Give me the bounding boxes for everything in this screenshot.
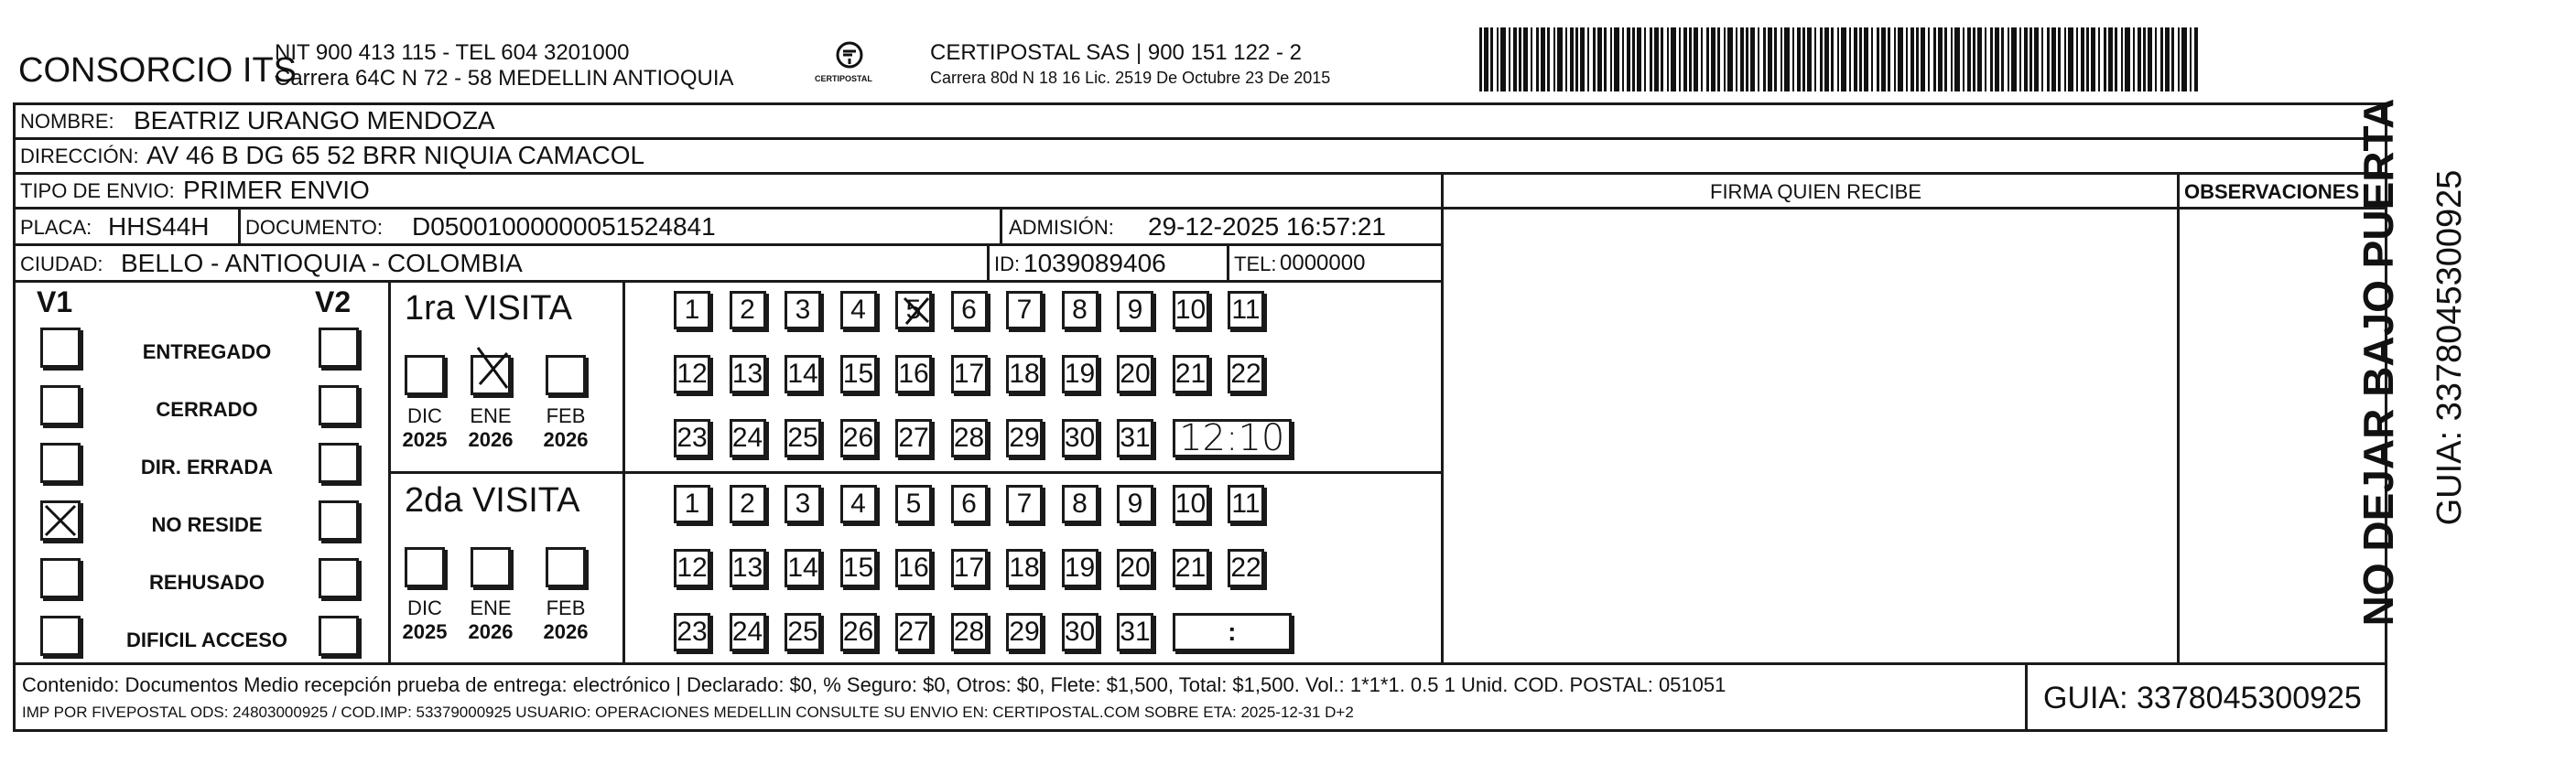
barcode-bar: [1484, 27, 1488, 91]
day-box[interactable]: 17: [951, 549, 988, 587]
barcode-bar: [1536, 27, 1539, 91]
divider: [622, 280, 625, 662]
month-label: ENE: [470, 596, 512, 619]
day-box[interactable]: 9: [1117, 485, 1153, 523]
day-box[interactable]: 3: [785, 291, 821, 329]
barcode-bar: [1497, 27, 1499, 91]
barcode-bar: [2076, 27, 2078, 91]
day-box[interactable]: 1: [674, 485, 710, 523]
month-label: FEB: [546, 404, 586, 427]
barcode-bar: [1593, 27, 1596, 91]
barcode-bar: [1814, 27, 1816, 91]
day-box[interactable]: 19: [1062, 549, 1099, 587]
divider: [1000, 207, 1002, 243]
carrier-address: Carrera 80d N 18 16 Lic. 2519 De Octubre 23 De 2015: [930, 69, 1331, 87]
month-checkbox[interactable]: [405, 547, 445, 587]
barcode-bar: [2091, 27, 2095, 91]
barcode-bar: [1881, 27, 1886, 91]
month-checkbox[interactable]: [405, 355, 445, 395]
time-box[interactable]: 12:10: [1173, 419, 1293, 457]
barcode-bar: [1627, 27, 1630, 91]
barcode-bar: [2171, 27, 2174, 91]
day-box[interactable]: 6: [951, 485, 988, 523]
year-label: 2025: [402, 620, 448, 643]
v2-label: V2: [315, 285, 352, 318]
v2-checkbox[interactable]: [319, 558, 359, 598]
barcode-bar: [1637, 27, 1641, 91]
day-box[interactable]: 24: [730, 419, 766, 457]
signature-column-title: FIRMA QUIEN RECIBE: [1710, 180, 1922, 203]
barcode-bar: [1837, 27, 1839, 91]
v1-checkbox[interactable]: [40, 328, 81, 368]
barcode-bar: [1871, 27, 1873, 91]
shipping-type-label: TIPO DE ENVIO:: [20, 179, 175, 202]
day-box[interactable]: 25: [785, 613, 821, 651]
barcode-bar: [2143, 27, 2146, 91]
barcode-bar: [1854, 27, 1857, 91]
barcode-bar: [1523, 27, 1528, 91]
barcode-bar: [2194, 27, 2198, 91]
visit1-title: 1ra VISITA: [405, 289, 573, 328]
logo-text: CERTIPOSTAL: [815, 74, 872, 83]
status-label: ENTREGADO: [142, 340, 272, 363]
barcode-bar: [1977, 27, 1982, 91]
barcode-bar: [2155, 27, 2157, 91]
day-box[interactable]: 16: [895, 355, 932, 393]
footer-contents: Contenido: Documentos Medio recepción prueba de entrega: electrónico | Declarado: $0, % Seguro: $0, Otros: $0, Flete: $1,500, Total: $1,500. Vol.: 1*1*1. 0.5 1 Unid. COD. POSTAL: 051051: [22, 673, 1726, 696]
divider: [987, 243, 990, 280]
barcode-bar: [1774, 27, 1777, 91]
barcode-bar: [2181, 27, 2187, 91]
barcode-bar: [1780, 27, 1782, 91]
day-box[interactable]: 12: [674, 549, 710, 587]
barcode-bar: [1951, 27, 1953, 91]
day-box[interactable]: 7: [1006, 485, 1043, 523]
barcode-bar: [1706, 27, 1709, 91]
v1-checkbox[interactable]: [40, 443, 81, 483]
barcode-bar: [1985, 27, 1986, 91]
barcode-bar: [1667, 27, 1669, 91]
document-label: DOCUMENTO:: [245, 216, 383, 239]
barcode-bar: [1864, 27, 1868, 91]
divider: [388, 471, 1441, 474]
barcode-bar: [2125, 27, 2130, 91]
day-box[interactable]: 6: [951, 291, 988, 329]
barcode-bar: [1661, 27, 1663, 91]
company-name: CONSORCIO ITS: [18, 51, 298, 90]
divider: [1441, 172, 1444, 662]
day-box[interactable]: 11: [1228, 291, 1264, 329]
v2-checkbox[interactable]: [319, 385, 359, 425]
address-label: DIRECCIÓN:: [20, 145, 139, 167]
v1-label: V1: [37, 285, 73, 318]
day-box[interactable]: 23: [674, 613, 710, 651]
recipient-address: AV 46 B DG 65 52 BRR NIQUIA CAMACOL: [146, 141, 645, 169]
day-box[interactable]: 21: [1173, 355, 1209, 393]
barcode-bar: [1557, 27, 1563, 91]
barcode-bar: [1614, 27, 1619, 91]
tel-label: TEL:: [1234, 253, 1277, 275]
visit2-title: 2da VISITA: [405, 481, 580, 520]
barcode-bar: [1750, 27, 1755, 91]
company-address: Carrera 64C N 72 - 58 MEDELLIN ANTIOQUIA: [275, 66, 734, 91]
barcode-bar: [2190, 27, 2192, 91]
barcode-bar: [1727, 27, 1733, 91]
plate-label: PLACA:: [20, 216, 92, 239]
barcode-bar: [1746, 27, 1748, 91]
barcode-bar: [1689, 27, 1692, 91]
barcode-bar: [1938, 27, 1943, 91]
barcode-bar: [1784, 27, 1790, 91]
status-label: DIFICIL ACCESO: [125, 629, 288, 651]
month-label: ENE: [470, 404, 512, 427]
v2-checkbox[interactable]: [319, 328, 359, 368]
barcode-bar: [1916, 27, 1919, 91]
barcode-bar: [2115, 27, 2117, 91]
day-box[interactable]: 13: [730, 355, 766, 393]
barcode-bar: [1553, 27, 1555, 91]
month-checkbox[interactable]: [546, 355, 586, 395]
barcode-bar: [2086, 27, 2089, 91]
barcode-bar: [2047, 27, 2050, 91]
divider: [13, 280, 1441, 283]
day-box[interactable]: 31: [1117, 419, 1153, 457]
barcode-bar: [2108, 27, 2113, 91]
barcode-bar: [2104, 27, 2106, 91]
barcode-bar: [2098, 27, 2100, 91]
barcode-bar: [2148, 27, 2152, 91]
divider: [13, 172, 2387, 175]
barcode-bar: [1644, 27, 1646, 91]
year-label: 2026: [468, 620, 514, 643]
barcode-bar: [1888, 27, 1890, 91]
status-label: REHUSADO: [149, 571, 265, 594]
barcode-bar: [1604, 27, 1607, 91]
city-value: BELLO - ANTIOQUIA - COLOMBIA: [121, 249, 523, 277]
day-box[interactable]: 20: [1117, 549, 1153, 587]
day-box[interactable]: 8: [1062, 291, 1099, 329]
day-box[interactable]: 5: [895, 485, 932, 523]
barcode-bar: [1807, 27, 1812, 91]
status-label: CERRADO: [156, 398, 258, 421]
day-box[interactable]: 8: [1062, 485, 1099, 523]
day-box[interactable]: 22: [1228, 355, 1264, 393]
barcode-bar: [2019, 27, 2021, 91]
barcode-bar: [1587, 27, 1589, 91]
barcode-bar: [1509, 27, 1510, 91]
barcode-bar: [1513, 27, 1517, 91]
barcode-bar: [1758, 27, 1759, 91]
day-box[interactable]: 27: [895, 419, 932, 457]
barcode-bar: [1831, 27, 1834, 91]
day-box[interactable]: 30: [1062, 613, 1099, 651]
v1-checkbox[interactable]: [40, 616, 81, 656]
barcode-bar: [2001, 27, 2004, 91]
carrier-name: CERTIPOSTAL SAS | 900 151 122 - 2: [930, 40, 1302, 65]
handwritten-x-mark: [474, 344, 511, 396]
barcode-bar: [1580, 27, 1585, 91]
barcode-bar: [1921, 27, 1925, 91]
company-nit: NIT 900 413 115 - TEL 604 3201000: [275, 40, 630, 65]
barcode-bar: [1995, 27, 1999, 91]
divider: [388, 280, 391, 662]
day-box[interactable]: 7: [1006, 291, 1043, 329]
day-box[interactable]: 14: [785, 355, 821, 393]
barcode-bar: [1841, 27, 1846, 91]
barcode-bar: [2008, 27, 2009, 91]
barcode-bar: [1990, 27, 1993, 91]
month-label: DIC: [407, 404, 442, 427]
barcode-bar: [1894, 27, 1896, 91]
day-box[interactable]: 10: [1173, 485, 1209, 523]
plate-value: HHS44H: [108, 212, 210, 241]
v1-checkbox[interactable]: [40, 558, 81, 598]
divider: [238, 207, 241, 243]
barcode-bar: [2178, 27, 2180, 91]
v1-checkbox[interactable]: [40, 385, 81, 425]
barcode-bar: [1490, 27, 1493, 91]
barcode-bar: [1797, 27, 1801, 91]
v2-checkbox[interactable]: [319, 616, 359, 656]
day-box[interactable]: 15: [840, 549, 877, 587]
day-box[interactable]: 16: [895, 549, 932, 587]
day-box[interactable]: 2: [730, 485, 766, 523]
barcode-bar: [1622, 27, 1624, 91]
day-box[interactable]: 18: [1006, 549, 1043, 587]
year-label: 2026: [543, 620, 589, 643]
day-box[interactable]: 22: [1228, 549, 1264, 587]
day-box[interactable]: 25: [785, 419, 821, 457]
barcode-bar: [1565, 27, 1567, 91]
barcode-bar: [2165, 27, 2170, 91]
day-box[interactable]: 9: [1117, 291, 1153, 329]
barcode-bar: [1575, 27, 1578, 91]
day-box[interactable]: 26: [840, 613, 877, 651]
status-label: NO RESIDE: [151, 513, 263, 536]
admission-value: 29-12-2025 16:57:21: [1148, 212, 1386, 241]
admission-label: ADMISIÓN:: [1009, 216, 1114, 239]
day-box[interactable]: 18: [1006, 355, 1043, 393]
month-checkbox[interactable]: [471, 547, 511, 587]
day-box[interactable]: 1: [674, 291, 710, 329]
barcode-bar: [2138, 27, 2141, 91]
observations-column-title: OBSERVACIONES: [2184, 180, 2360, 203]
day-box[interactable]: 29: [1006, 613, 1043, 651]
barcode-bar: [2133, 27, 2135, 91]
barcode-bar: [1632, 27, 1635, 91]
day-box[interactable]: 28: [951, 419, 988, 457]
day-box[interactable]: 5: [895, 291, 932, 329]
barcode-bar: [1671, 27, 1676, 91]
v2-checkbox[interactable]: [319, 443, 359, 483]
day-box[interactable]: 4: [840, 485, 877, 523]
barcode-bar: [1859, 27, 1862, 91]
divider: [1441, 207, 2387, 210]
barcode-bar: [1610, 27, 1612, 91]
barcode-bar: [2024, 27, 2028, 91]
barcode-bar: [1898, 27, 1903, 91]
recipient-name: BEATRIZ URANGO MENDOZA: [134, 106, 495, 134]
day-box[interactable]: 2: [730, 291, 766, 329]
certipostal-logo: [813, 40, 886, 91]
barcode-bar: [2041, 27, 2043, 91]
day-box[interactable]: 13: [730, 549, 766, 587]
barcode-bar: [1650, 27, 1652, 91]
barcode-bar: [1724, 27, 1726, 91]
barcode-bar: [1944, 27, 1947, 91]
divider: [13, 137, 2387, 140]
barcode-bar: [1824, 27, 1829, 91]
barcode-bar: [1954, 27, 1960, 91]
barcode-bar: [1541, 27, 1545, 91]
barcode-bar: [2081, 27, 2084, 91]
day-box[interactable]: 11: [1228, 485, 1264, 523]
side-guia: GUIA: 3378045300925: [2430, 169, 2469, 526]
barcode-bar: [1963, 27, 1964, 91]
barcode-bar: [1802, 27, 1805, 91]
divider: [2177, 172, 2180, 662]
barcode-bar: [1740, 27, 1744, 91]
handwritten-x-mark: [42, 502, 79, 543]
barcode-bar: [2034, 27, 2039, 91]
day-box[interactable]: 10: [1173, 291, 1209, 329]
barcode-bar: [1570, 27, 1574, 91]
year-label: 2026: [468, 428, 514, 451]
day-box[interactable]: 14: [785, 549, 821, 587]
handwritten-x-mark: [899, 293, 934, 332]
status-label: DIR. ERRADA: [140, 456, 274, 478]
barcode-bar: [1877, 27, 1879, 91]
day-box[interactable]: 20: [1117, 355, 1153, 393]
day-box[interactable]: 23: [674, 419, 710, 457]
barcode-bar: [1973, 27, 1975, 91]
day-box[interactable]: 12: [674, 355, 710, 393]
day-box[interactable]: 24: [730, 613, 766, 651]
barcode-bar: [1597, 27, 1602, 91]
barcode-bar: [1519, 27, 1521, 91]
day-box[interactable]: 19: [1062, 355, 1099, 393]
day-box[interactable]: 31: [1117, 613, 1153, 651]
barcode-bar: [1717, 27, 1720, 91]
divider: [13, 207, 1441, 210]
barcode-bar: [1928, 27, 1930, 91]
footer-guia: GUIA: 3378045300925: [2043, 681, 2362, 715]
id-value: 1039089406: [1023, 249, 1166, 277]
month-label: FEB: [546, 596, 586, 619]
barcode-bar: [1683, 27, 1687, 91]
barcode-bar: [1768, 27, 1772, 91]
divider: [1227, 243, 1229, 280]
name-label: NOMBRE:: [20, 110, 114, 133]
time-box[interactable]: :: [1173, 613, 1293, 651]
barcode-bar: [1701, 27, 1703, 91]
year-label: 2025: [402, 428, 448, 451]
barcode-bar: [2064, 27, 2066, 91]
barcode-bar: [1910, 27, 1914, 91]
divider: [13, 662, 2387, 665]
day-box[interactable]: 26: [840, 419, 877, 457]
barcode-bar: [2160, 27, 2163, 91]
day-box[interactable]: 30: [1062, 419, 1099, 457]
barcode-bar: [2058, 27, 2061, 91]
month-checkbox[interactable]: [546, 547, 586, 587]
barcode-bar: [1479, 27, 1482, 91]
city-label: CIUDAD:: [20, 253, 103, 275]
month-label: DIC: [407, 596, 442, 619]
day-box[interactable]: 28: [951, 613, 988, 651]
day-box[interactable]: 4: [840, 291, 877, 329]
document-value: D05001000000051524841: [412, 212, 716, 241]
barcode-bar: [2011, 27, 2017, 91]
barcode-bar: [1849, 27, 1851, 91]
barcode-bar: [1679, 27, 1681, 91]
id-label: ID:: [994, 253, 1021, 275]
tel-value: 0000000: [1280, 251, 1366, 275]
v2-checkbox[interactable]: [319, 500, 359, 541]
no-under-door-warning: NO DEJAR BAJO PUERTA: [2354, 98, 2402, 627]
barcode-bar: [1711, 27, 1716, 91]
barcode-bar: [1763, 27, 1766, 91]
barcode-bar: [1531, 27, 1532, 91]
barcode-bar: [1736, 27, 1737, 91]
barcode-bar: [1967, 27, 1971, 91]
barcode-bar: [1820, 27, 1823, 91]
barcode-bar: [1694, 27, 1698, 91]
barcode-bar: [2029, 27, 2032, 91]
barcode-bar: [2121, 27, 2123, 91]
day-box[interactable]: 17: [951, 355, 988, 393]
year-label: 2026: [543, 428, 589, 451]
barcode-bar: [1547, 27, 1550, 91]
day-box[interactable]: 21: [1173, 549, 1209, 587]
divider: [2025, 662, 2028, 732]
barcode-bar: [1500, 27, 1506, 91]
barcode-bar: [1654, 27, 1659, 91]
day-box[interactable]: 3: [785, 485, 821, 523]
barcode-bar: [2051, 27, 2056, 91]
shipping-type: PRIMER ENVIO: [183, 176, 370, 204]
day-box[interactable]: 29: [1006, 419, 1043, 457]
footer-printing: IMP POR FIVEPOSTAL ODS: 24803000925 / COD.IMP: 53379000925 USUARIO: OPERACIONES MEDELLIN CONSULTE SU ENVIO EN: CERTIPOSTAL.COM SOBRE ETA: 2025-12-31 D+2: [22, 704, 1354, 721]
barcode-bar: [2068, 27, 2073, 91]
barcode-bar: [1933, 27, 1936, 91]
barcode-bar: [1906, 27, 1908, 91]
barcode-bar: [1792, 27, 1794, 91]
day-box[interactable]: 27: [895, 613, 932, 651]
barcode: [1479, 27, 2204, 91]
day-box[interactable]: 15: [840, 355, 877, 393]
